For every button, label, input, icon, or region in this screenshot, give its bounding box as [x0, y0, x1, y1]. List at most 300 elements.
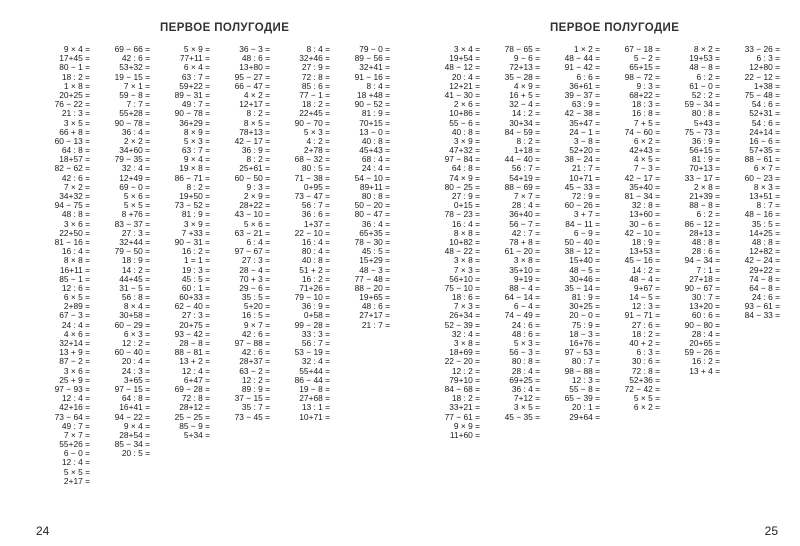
exercise: 7 × 3 = [453, 301, 480, 312]
exercise: 72 : 9 = [571, 191, 600, 201]
exercise: 78 − 65 = [504, 44, 540, 54]
exercise: 12 : 3 = [571, 374, 600, 385]
exercise: 84 − 68 = [444, 383, 480, 394]
exercise: 97 − 53 = [564, 347, 600, 358]
exercise: 90 − 80 = [684, 319, 720, 330]
exercise: 78 − 23 = [444, 209, 480, 220]
exercise: 84 − 33 = [744, 310, 780, 321]
exercise: 35+47 = [569, 117, 600, 128]
exercise: 7 × 3 = [453, 264, 480, 275]
exercise: 36 : 9 = [241, 145, 270, 156]
exercise: 19 : 3 = [181, 264, 210, 275]
exercise: 90 − 67 = [684, 282, 720, 293]
exercise: 65+15 = [629, 62, 660, 73]
exercise: 13 + 4 = [689, 365, 720, 376]
exercise: 3 × 8 = [513, 255, 540, 266]
exercise: 5 × 3 = [303, 126, 330, 137]
exercise: 69 − 28 = [174, 383, 210, 394]
exercise: 12 : 4 = [61, 457, 90, 468]
exercise: 32 : 4 = [301, 356, 330, 367]
exercise: 27 : 6 = [631, 319, 660, 330]
exercise: 18 : 2 = [301, 99, 330, 110]
exercise: 6 : 3 = [756, 53, 780, 64]
exercise: 97 − 88 = [234, 338, 270, 348]
exercise: 75 − 48 = [744, 89, 780, 100]
exercise: 56 : 7 = [301, 200, 330, 211]
exercise: 67 − 3 = [59, 310, 90, 321]
exercise: 29 − 6 = [239, 282, 270, 293]
exercise: 8 × 9 = [183, 126, 210, 137]
exercise: 13 : 1 = [301, 402, 330, 413]
exercise: 0+58 = [303, 310, 330, 321]
exercise: 18 : 2 = [61, 71, 90, 82]
exercise: 36 : 9 = [691, 135, 720, 146]
exercise: 2+17 = [63, 475, 90, 486]
exercise: 48 : 8 = [751, 236, 780, 247]
exercise: 51 + 2 = [299, 264, 330, 275]
exercise: 7 × 7 = [63, 429, 90, 440]
exercise: 63 : 7 = [181, 71, 210, 82]
exercise: 12 : 4 = [61, 393, 90, 404]
exercise: 79 − 50 = [114, 246, 150, 257]
exercise: 63 − 2 = [239, 365, 270, 376]
exercise: 79+10 = [449, 374, 480, 385]
exercise: 19+54 = [449, 53, 480, 64]
exercise: 60 − 40 = [114, 347, 150, 358]
left-page-title: ПЕРВОЕ ПОЛУГОДИЕ [160, 22, 290, 34]
exercise: 1 × 8 = [63, 80, 90, 91]
exercise: 8 : 4 = [306, 44, 330, 54]
exercise: 6 × 5 = [63, 292, 90, 303]
exercise: 45 − 33 = [564, 181, 600, 192]
exercise: 19 × 8 = [179, 163, 210, 174]
exercise: 33 − 26 = [744, 44, 780, 54]
exercise: 0+15 = [453, 200, 480, 211]
exercise: 8 × 5 = [243, 117, 270, 128]
exercise: 35 : 5 = [241, 292, 270, 303]
exercise: 28+22 = [239, 200, 270, 211]
exercise: 13+60 = [629, 209, 660, 220]
exercise: 76 − 22 = [54, 99, 90, 110]
exercise: 37 − 15 = [234, 393, 270, 404]
exercise: 28+54 = [119, 429, 150, 440]
exercise: 1+38 = [753, 80, 780, 91]
exercise: 4 × 2 = [243, 89, 270, 100]
exercise: 78 − 30 = [354, 236, 390, 247]
exercise: 13+20 = [689, 301, 720, 312]
exercise: 32+14 = [59, 338, 90, 348]
exercise: 36+40 = [509, 209, 540, 220]
exercise: 65 − 39 = [564, 393, 600, 404]
exercise: 39 − 37 = [564, 89, 600, 100]
exercise: 68 − 32 = [294, 154, 330, 165]
exercise: 66 + 8 = [59, 126, 90, 137]
exercise: 64 : 8 = [451, 163, 480, 174]
exercise: 16 : 4 = [61, 246, 90, 257]
exercise: 1+18 = [513, 145, 540, 156]
exercise: 98 − 72 = [624, 71, 660, 82]
exercise: 71 − 38 = [294, 172, 330, 183]
exercise: 6 × 3 = [123, 328, 150, 339]
exercise: 3 × 5 = [513, 402, 540, 413]
exercise: 28 : 4 = [511, 200, 540, 211]
exercise: 4 : 2 = [306, 135, 330, 146]
exercise: 68+22 = [629, 89, 660, 100]
exercise: 25+61 = [239, 163, 270, 174]
exercise: 34+32 = [59, 191, 90, 201]
exercise: 36 : 4 = [361, 218, 390, 229]
exercise: 36 − 3 = [239, 44, 270, 54]
exercise: 5+43 = [693, 117, 720, 128]
exercise: 16 : 2 = [691, 356, 720, 367]
exercise: 88 − 69 = [504, 181, 540, 192]
exercise: 10+86 = [449, 108, 480, 119]
exercise: 18 +48 = [356, 89, 390, 100]
exercise: 78+13 = [239, 126, 270, 137]
exercise: 94 − 22 = [114, 411, 150, 422]
exercise: 27 : 9 = [451, 191, 480, 201]
exercise: 38 − 24 = [564, 154, 600, 165]
exercise: 44 − 40 = [504, 154, 540, 165]
exercise-column [720, 45, 780, 440]
exercise: 97 − 93 = [54, 383, 90, 394]
exercise: 74 − 8 = [749, 273, 780, 284]
exercise: 5+34 = [183, 429, 210, 440]
exercise: 59 − 26 = [684, 347, 720, 358]
exercise: 5 × 6 = [243, 218, 270, 229]
exercise: 80 : 4 = [301, 246, 330, 257]
exercise: 45 − 16 = [624, 255, 660, 266]
exercise: 3 × 9 = [453, 135, 480, 146]
exercise: 3 × 8 = [453, 338, 480, 348]
exercise: 62 − 40 = [174, 301, 210, 312]
exercise: 7+12 = [513, 393, 540, 404]
exercise: 28 : 6 = [691, 246, 720, 257]
exercise: 2 × 9 = [243, 191, 270, 201]
exercise: 36+61 = [569, 80, 600, 91]
exercise: 64 − 14 = [504, 292, 540, 303]
exercise: 9+19 = [513, 273, 540, 284]
exercise: 14 − 5 = [629, 292, 660, 303]
exercise: 42+43 = [629, 145, 660, 156]
exercise: 14 : 2 = [121, 264, 150, 275]
exercise: 16 + 5 = [509, 89, 540, 100]
exercise: 8 : 4 = [366, 80, 390, 91]
exercise: 48 − 16 = [744, 209, 780, 220]
exercise: 6 : 2 = [696, 71, 720, 82]
exercise: 90 − 78 = [174, 108, 210, 119]
exercise: 9 : 3 = [636, 80, 660, 91]
exercise: 86 − 71 = [174, 172, 210, 183]
exercise: 27 : 3 = [241, 255, 270, 266]
exercise: 19+50 = [179, 191, 210, 201]
exercise: 14 : 2 = [511, 108, 540, 119]
exercise: 16 : 4 = [301, 236, 330, 247]
exercise: 55 − 6 = [449, 117, 480, 128]
exercise: 6 × 2 = [633, 135, 660, 146]
exercise: 13+53 = [629, 246, 660, 257]
exercise: 6 : 4 = [246, 236, 270, 247]
exercise: 42 : 6 = [61, 172, 90, 183]
exercise-column [210, 45, 270, 486]
exercise: 50 − 20 = [354, 200, 390, 211]
exercise: 12+82 = [749, 246, 780, 257]
exercise: 1+37 = [303, 218, 330, 229]
exercise: 86 − 44 = [294, 374, 330, 385]
exercise: 74 − 49 = [504, 310, 540, 321]
exercise: 64 : 8 = [121, 393, 150, 404]
exercise: 12 : 2 = [241, 374, 270, 385]
exercise: 5 × 3 = [513, 338, 540, 348]
exercise: 25 − 25 = [174, 411, 210, 422]
exercise: 35 : 7 = [241, 402, 270, 413]
exercise: 42+16 = [59, 402, 90, 413]
exercise: 72+13 = [509, 62, 540, 73]
exercise: 28+37 = [239, 356, 270, 367]
exercise: 88 − 8 = [689, 200, 720, 211]
exercise: 70+13 = [689, 163, 720, 174]
exercise: 91 − 16 = [354, 71, 390, 82]
exercise: 29+22 = [749, 264, 780, 275]
exercise: 85 − 1 = [59, 273, 90, 284]
exercise: 3 × 4 = [453, 44, 480, 54]
exercise: 48 : 6 = [241, 53, 270, 64]
exercise: 75 : 9 = [571, 319, 600, 330]
exercise: 16 : 2 = [301, 273, 330, 284]
exercise: 69 − 66 = [114, 44, 150, 54]
exercise: 38 − 12 = [564, 246, 600, 257]
exercise: 32 : 4 = [451, 328, 480, 339]
exercise: 80 − 47 = [354, 209, 390, 220]
exercise: 3 × 8 = [453, 255, 480, 266]
exercise: 6 − 9 = [573, 227, 600, 238]
exercise: 2 × 2 = [123, 135, 150, 146]
exercise: 3 − 8 = [573, 135, 600, 146]
exercise: 63 : 9 = [571, 99, 600, 110]
exercise: 20 : 4 = [451, 71, 480, 82]
exercise: 16 − 6 = [749, 135, 780, 146]
exercise: 12+49 = [119, 172, 150, 183]
exercise: 5 × 5 = [123, 200, 150, 211]
exercise: 81 : 9 = [691, 154, 720, 165]
exercise: 15+29 = [359, 255, 390, 266]
exercise: 42 : 6 = [241, 328, 270, 339]
exercise: 18 − 3 = [569, 328, 600, 339]
exercise: 5 × 5 = [633, 393, 660, 404]
exercise: 56+15 = [689, 145, 720, 156]
exercise: 5 × 3 = [183, 135, 210, 146]
exercise: 53 − 19 = [294, 347, 330, 358]
exercise: 42 : 6 = [121, 53, 150, 64]
exercise: 7 − 3 = [633, 163, 660, 174]
exercise: 42 : 7 = [511, 227, 540, 238]
exercise: 40 : 8 = [451, 126, 480, 137]
exercise: 13 + 2 = [179, 356, 210, 367]
exercise: 5 × 9 = [183, 44, 210, 54]
exercise: 77+11 = [179, 53, 210, 64]
exercise: 56 − 3 = [509, 347, 540, 358]
exercise: 55 − 8 = [569, 383, 600, 394]
exercise: 69+25 = [509, 374, 540, 385]
exercise: 94 − 75 = [54, 200, 90, 211]
exercise: 80 − 1 = [59, 62, 90, 73]
exercise-column [480, 45, 540, 440]
exercise: 48 − 4 = [629, 273, 660, 284]
exercise: 24 : 3 = [121, 365, 150, 376]
exercise: 10+71 = [569, 172, 600, 183]
exercise: 90 − 31 = [174, 236, 210, 247]
exercise: 22 − 10 = [294, 227, 330, 238]
exercise: 30 : 7 = [691, 292, 720, 303]
exercise: 65+35 = [359, 227, 390, 238]
exercise: 28 : 4 = [691, 328, 720, 339]
exercise: 88 − 20 = [354, 282, 390, 293]
exercise: 33 − 17 = [684, 172, 720, 183]
exercise: 7 : 1 = [696, 264, 720, 275]
exercise: 18 : 9 = [121, 255, 150, 266]
exercise: 48 : 6 = [511, 328, 540, 339]
exercise: 2+78 = [303, 145, 330, 156]
exercise: 2 × 6 = [453, 99, 480, 110]
exercise: 9 × 4 = [63, 44, 90, 54]
exercise: 1 = 1 = [183, 255, 210, 266]
exercise: 56 : 7 = [511, 163, 540, 174]
exercise: 8 : 2 = [516, 135, 540, 146]
exercise: 5 × 6 = [123, 191, 150, 201]
exercise: 4 × 5 = [633, 154, 660, 165]
exercise: 30+58 = [119, 310, 150, 321]
exercise: 6 − 0 = [63, 448, 90, 459]
exercise: 55+44 = [299, 365, 330, 376]
exercise: 56 − 7 = [509, 218, 540, 229]
exercise: 32+44 = [119, 236, 150, 247]
exercise: 8 × 8 = [453, 227, 480, 238]
exercise: 3 + 7 = [573, 209, 600, 220]
exercise: 78 + 8 = [509, 236, 540, 247]
exercise: 48 − 12 = [444, 62, 480, 73]
exercise: 52 : 2 = [691, 89, 720, 100]
exercise: 80 − 25 = [444, 181, 480, 192]
exercise: 27 : 3 = [121, 227, 150, 238]
exercise: 79 − 35 = [114, 154, 150, 165]
exercise: 40 + 2 = [629, 338, 660, 348]
exercise: 98 − 88 = [564, 365, 600, 376]
exercise: 18 : 9 = [631, 236, 660, 247]
exercise: 21 : 7 = [571, 163, 600, 174]
exercise: 21 : 7 = [361, 319, 390, 330]
exercise: 48 − 3 = [359, 264, 390, 275]
exercise: 68 : 4 = [361, 154, 390, 165]
exercise: 21 : 3 = [61, 108, 90, 119]
exercise: 22 − 12 = [744, 71, 780, 82]
exercise: 80 : 5 = [301, 163, 330, 174]
exercise: 82 − 62 = [54, 163, 90, 174]
exercise: 84 − 59 = [504, 126, 540, 137]
exercise: 18 : 6 = [451, 292, 480, 303]
exercise: 14 : 2 = [631, 264, 660, 275]
exercise: 19 − 8 = [299, 383, 330, 394]
exercise: 20+75 = [179, 319, 210, 330]
exercise: 16 : 2 = [181, 246, 210, 257]
exercise: 85 : 6 = [301, 80, 330, 91]
exercise-column [330, 45, 390, 486]
exercise: 6 − 4 = [513, 301, 540, 312]
exercise: 24+14 = [749, 126, 780, 137]
exercise: 20 − 0 = [569, 310, 600, 321]
exercise: 45 : 5 = [181, 273, 210, 284]
exercise: 72 : 8 = [631, 365, 660, 376]
exercise: 7 + 5 = [633, 117, 660, 128]
exercise: 32 : 8 = [631, 200, 660, 211]
exercise: 60 − 50 = [234, 172, 270, 183]
exercise: 29+64 = [569, 411, 600, 422]
exercise: 59 − 34 = [684, 99, 720, 110]
exercise: 4 × 9 = [513, 80, 540, 91]
exercise: 53+32 = [119, 62, 150, 73]
exercise: 2 × 8 = [693, 181, 720, 192]
exercise: 89 − 56 = [354, 53, 390, 64]
exercise: 9+67 = [633, 282, 660, 293]
exercise: 13 − 0 = [359, 126, 390, 137]
exercise: 40 : 8 = [301, 255, 330, 266]
exercise: 16+76 = [569, 338, 600, 348]
exercise: 86 − 12 = [684, 218, 720, 229]
exercise: 0+95 = [303, 181, 330, 192]
exercise: 89 − 31 = [174, 89, 210, 100]
exercise: 59+22 = [179, 80, 210, 91]
exercise: 54 : 6 = [751, 117, 780, 128]
exercise: 18 : 2 = [451, 393, 480, 404]
exercise: 60 − 13 = [54, 135, 90, 146]
exercise-column [420, 45, 480, 440]
exercise: 9 : 3 = [246, 181, 270, 192]
exercise: 25 + 9 = [59, 374, 90, 385]
exercise: 71+26 = [299, 282, 330, 293]
exercise: 13+51 = [749, 191, 780, 201]
exercise: 61 − 20 = [504, 246, 540, 257]
exercise: 88 − 4 = [509, 282, 540, 293]
exercise: 44+45 = [119, 273, 150, 284]
exercise: 20+65 = [689, 338, 720, 348]
exercise: 73 − 47 = [294, 191, 330, 201]
exercise: 30+25 = [569, 301, 600, 312]
exercise: 90 − 52 = [354, 99, 390, 110]
exercise: 12 : 3 = [631, 301, 660, 312]
exercise: 5 × 5 = [63, 466, 90, 477]
exercise: 20 : 4 = [121, 356, 150, 367]
exercise: 40 : 8 = [361, 135, 390, 146]
exercise: 52+36 = [629, 374, 660, 385]
exercise-column [660, 45, 720, 440]
exercise: 6 × 4 = [183, 62, 210, 73]
left-page-number: 24 [36, 524, 50, 538]
exercise: 47+32 = [449, 145, 480, 156]
exercise: 60 − 23 = [744, 172, 780, 183]
exercise: 1 × 2 = [573, 44, 600, 54]
exercise: 55+26 = [59, 439, 90, 450]
exercise: 12 : 2 = [451, 365, 480, 376]
exercise: 28+13 = [689, 227, 720, 238]
exercise: 36 : 4 = [121, 126, 150, 137]
exercise: 27+68 = [299, 393, 330, 404]
exercise: 80 : 8 = [361, 191, 390, 201]
exercise: 35+10 = [509, 264, 540, 275]
exercise: 11+60 = [449, 429, 480, 440]
exercise: 14+25 = [749, 227, 780, 238]
exercise: 60+33 = [179, 292, 210, 303]
exercise: 42 : 6 = [241, 347, 270, 358]
exercise: 72 : 8 = [301, 71, 330, 82]
